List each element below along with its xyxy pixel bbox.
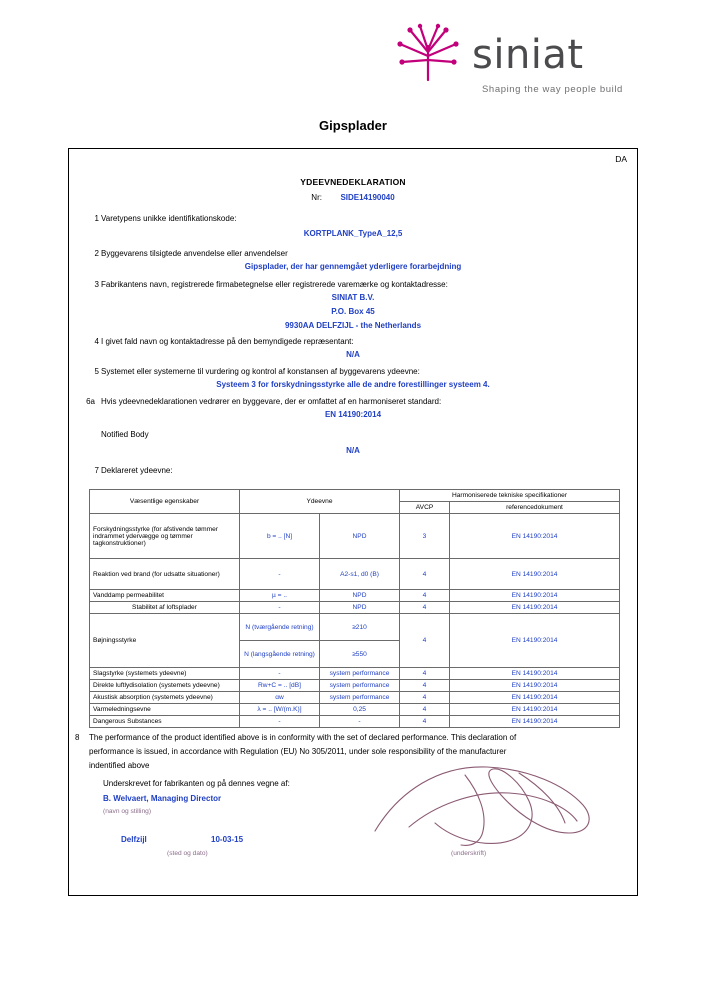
- clause-8-num: 8: [75, 733, 80, 742]
- clause-5-num: 5: [94, 367, 99, 376]
- table-row: [90, 614, 620, 641]
- clause-1-text: Varetypens unikke identifikationskode:: [101, 214, 237, 223]
- cell-performance: N (langsgående retning): [240, 641, 320, 668]
- cell-performance-2: -: [320, 716, 400, 728]
- dop-number-line: [69, 193, 637, 202]
- clause-1-num: 1: [94, 214, 99, 223]
- dop-heading: YDEEVNEDEKLARATION: [300, 177, 406, 187]
- clause-4-num: 4: [94, 337, 99, 346]
- signer-name-caption: (navn og stilling): [103, 808, 152, 815]
- clause-3-value-1: SINIAT B.V.: [331, 293, 375, 302]
- cell-performance: Rw+C = .. [dB]: [240, 680, 320, 692]
- cell-performance: αw: [240, 692, 320, 704]
- signed-for-label: Underskrevet for fabrikanten og på dennes vegne af:: [103, 779, 290, 788]
- cell-avcp: 4: [400, 692, 450, 704]
- cell-characteristic: Akustisk absorption (systemets ydeevne): [90, 692, 240, 704]
- clause-6a-text: Hvis ydeevnedeklarationen vedrører en byggevare, der er omfattet af en harmoniseret standard:: [101, 397, 442, 406]
- cell-performance-2: system performance: [320, 680, 400, 692]
- handwritten-signature: [369, 761, 619, 853]
- cell-characteristic: Reaktion ved brand (for udsatte situationer): [90, 559, 240, 590]
- clause-4-text: I givet fald navn og kontaktadresse på den bemyndigede repræsentant:: [101, 337, 354, 346]
- clause-1: [94, 213, 237, 224]
- date-value: 10-03-15: [211, 835, 244, 844]
- signer-name: B. Welvaert, Managing Director: [103, 794, 222, 803]
- clause-3: [94, 279, 448, 290]
- place-value: Delfzijl: [121, 835, 147, 844]
- cell-characteristic: Bøjningsstyrke: [90, 614, 240, 668]
- performance-table: [89, 489, 620, 728]
- cell-performance-2: 0,25: [320, 704, 400, 716]
- cell-performance-2: ≥550: [320, 641, 400, 668]
- table-header-row-1: [90, 490, 620, 502]
- cell-performance: b = .. [N]: [240, 514, 320, 559]
- cell-performance: -: [240, 559, 320, 590]
- table-row: [90, 692, 620, 704]
- cell-reference: EN 14190:2014: [450, 614, 620, 668]
- th-performance: Ydeevne: [240, 490, 400, 514]
- clause-3-value-3: 9930AA DELFZIJL - the Netherlands: [284, 321, 422, 330]
- clause-6a-value: EN 14190:2014: [324, 410, 382, 419]
- cell-reference: EN 14190:2014: [450, 590, 620, 602]
- table-row: [90, 716, 620, 728]
- notified-body-value: N/A: [346, 446, 360, 455]
- cell-characteristic: Forskydningsstyrke (for afstivende tømmer indrammet ydervægge og tømmer tagkonstruktioner): [90, 514, 240, 559]
- clause-3-value-2: P.O. Box 45: [331, 307, 375, 316]
- cell-performance-2: NPD: [320, 514, 400, 559]
- clause-2-text: Byggevarens tilsigtede anvendelse eller anvendelser: [101, 249, 288, 258]
- cell-performance-2: system performance: [320, 692, 400, 704]
- clause-8-line-3: indentified above: [89, 761, 150, 770]
- clause-2: [94, 248, 288, 259]
- table-row: [90, 514, 620, 559]
- language-code: DA: [615, 154, 627, 164]
- clause-2-num: 2: [94, 249, 99, 258]
- th-avcp: AVCP: [400, 502, 450, 514]
- clause-7-text: Deklareret ydeevne:: [101, 466, 173, 475]
- th-characteristics: Væsentlige egenskaber: [90, 490, 240, 514]
- notified-body-label: Notified Body: [101, 430, 149, 439]
- cell-characteristic: Varmeledningsevne: [90, 704, 240, 716]
- cell-avcp: 4: [400, 716, 450, 728]
- clause-1-value: KORTPLANK_TypeA_12,5: [303, 229, 403, 238]
- cell-avcp: 4: [400, 668, 450, 680]
- table-row: [90, 668, 620, 680]
- cell-reference: EN 14190:2014: [450, 514, 620, 559]
- clause-7-num: 7: [94, 466, 99, 475]
- clause-6a-num: 6a: [86, 397, 95, 406]
- brand-tagline: Shaping the way people build: [482, 84, 623, 95]
- cell-performance: N (tværgående retning): [240, 614, 320, 641]
- clause-7: [94, 465, 173, 476]
- starburst-icon: [388, 22, 466, 84]
- cell-characteristic: Stabilitet af loftsplader: [90, 602, 240, 614]
- brand-wordmark: siniat: [472, 32, 584, 78]
- clause-5: [94, 366, 420, 377]
- page-title: Gipsplader: [319, 118, 387, 133]
- cell-characteristic: Slagstyrke (systemets ydeevne): [90, 668, 240, 680]
- cell-performance: µ = ..: [240, 590, 320, 602]
- cell-avcp: 4: [400, 590, 450, 602]
- cell-avcp: 4: [400, 680, 450, 692]
- dop-number-value: SIDE14190040: [340, 193, 395, 202]
- table-row: [90, 559, 620, 590]
- table-row: [90, 704, 620, 716]
- cell-performance: -: [240, 668, 320, 680]
- clause-8-line-2: performance is issued, in accordance with Regulation (EU) No 305/2011, under sole responsibility of the manufacturer: [89, 747, 507, 756]
- clause-5-value: Systeem 3 for forskydningsstyrke alle de andre forestillinger systeem 4.: [216, 380, 490, 389]
- cell-avcp: 4: [400, 614, 450, 668]
- th-reference: referencedokument: [450, 502, 620, 514]
- dop-number-label: Nr:: [311, 193, 322, 202]
- cell-performance-2: A2-s1, d0 (B): [320, 559, 400, 590]
- cell-characteristic: Direkte luftlydisolation (systemets ydeevne): [90, 680, 240, 692]
- cell-avcp: 3: [400, 514, 450, 559]
- cell-reference: EN 14190:2014: [450, 692, 620, 704]
- clause-4-value: N/A: [346, 350, 360, 359]
- clause-5-text: Systemet eller systemerne til vurdering og kontrol af konstansen af byggevarens ydeevne:: [101, 367, 420, 376]
- clause-2-value: Gipsplader, der har gennemgået yderligere forarbejdning: [244, 262, 462, 271]
- cell-characteristic: Dangerous Substances: [90, 716, 240, 728]
- table-row: [90, 680, 620, 692]
- cell-reference: EN 14190:2014: [450, 704, 620, 716]
- cell-performance-2: ≥210: [320, 614, 400, 641]
- cell-performance-2: system performance: [320, 668, 400, 680]
- cell-reference: EN 14190:2014: [450, 716, 620, 728]
- table-row: [90, 602, 620, 614]
- cell-performance: λ = .. [W/(m.K)]: [240, 704, 320, 716]
- clause-3-num: 3: [94, 280, 99, 289]
- cell-avcp: 4: [400, 559, 450, 590]
- th-harmonised: Harmoniserede tekniske specifikationer: [400, 490, 620, 502]
- cell-performance: -: [240, 602, 320, 614]
- clause-8-line-1: The performance of the product identified above is in conformity with the set of declared performance. This declaration of: [89, 733, 517, 742]
- cell-characteristic: Vanddamp permeabilitet: [90, 590, 240, 602]
- clause-3-text: Fabrikantens navn, registrerede firmabetegnelse eller registrerede varemærke og kontaktadresse:: [101, 280, 448, 289]
- brand-logo: [388, 22, 658, 100]
- cell-avcp: 4: [400, 704, 450, 716]
- cell-avcp: 4: [400, 602, 450, 614]
- place-date-caption: (sted og dato): [167, 850, 208, 857]
- table-row: [90, 590, 620, 602]
- signature-caption: (underskrift): [451, 850, 487, 857]
- cell-performance-2: NPD: [320, 602, 400, 614]
- cell-performance: -: [240, 716, 320, 728]
- cell-reference: EN 14190:2014: [450, 680, 620, 692]
- cell-reference: EN 14190:2014: [450, 559, 620, 590]
- cell-reference: EN 14190:2014: [450, 602, 620, 614]
- declaration-frame: [68, 148, 638, 896]
- clause-4: [94, 336, 354, 347]
- clause-6a: [86, 396, 442, 407]
- cell-performance-2: NPD: [320, 590, 400, 602]
- cell-reference: EN 14190:2014: [450, 668, 620, 680]
